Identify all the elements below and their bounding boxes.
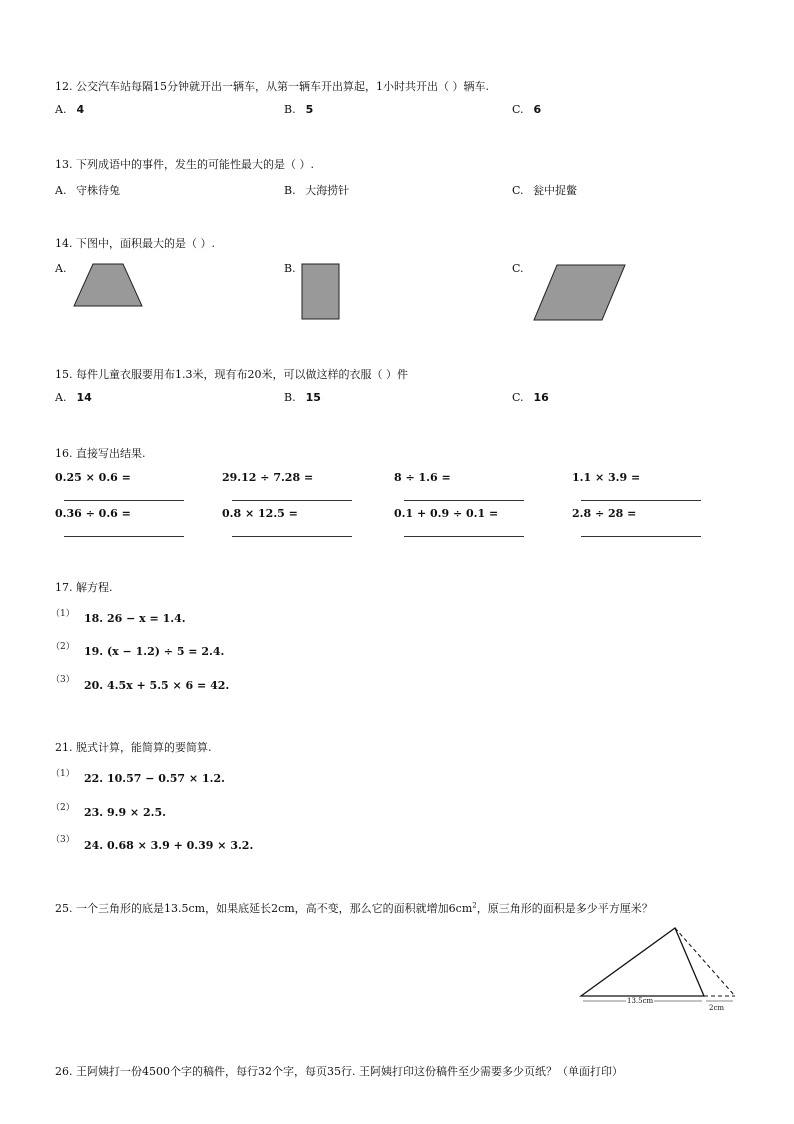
part-tag: （2） [51, 803, 75, 813]
q13-option-b[interactable]: B. 大海捞针 [284, 184, 350, 197]
q12-option-b[interactable]: B. 5 [284, 103, 314, 116]
q12-option-a[interactable]: A. 4 [55, 103, 85, 116]
q12-stem: 12. 公交汽车站每隔15分钟就开出一辆车，从第一辆车开出算起，1小时共开出（ ）辆车. [55, 80, 489, 93]
q14-option-c-label[interactable]: C. [512, 262, 524, 275]
calc-item: 0.25 × 0.6 = [55, 471, 131, 484]
triangle-original [581, 928, 704, 996]
q15-stem: 15. 每件儿童衣服要用布1.3米，现有布20米，可以做这样的衣服（ ）件 [55, 368, 408, 381]
part-tag: （1） [51, 609, 75, 619]
calc-item: 0.36 ÷ 0.6 = [55, 507, 131, 520]
expression: 22. 10.57 − 0.57 × 1.2. [84, 772, 225, 785]
calc-item: 0.8 × 12.5 = [222, 507, 298, 520]
part-tag: （3） [51, 675, 75, 685]
q26-stem: 26. 王阿姨打一份4500个字的稿件，每行32个字，每页35行. 王阿姨打印这份稿件至少需要多少页纸？（单面打印） [55, 1065, 623, 1078]
base-label: 13.5cm [627, 997, 654, 1005]
ext-label: 2cm [709, 1004, 725, 1012]
q13-option-a[interactable]: A. 守株待兔 [55, 184, 120, 197]
expression: 24. 0.68 × 3.9 + 0.39 × 3.2. [84, 839, 254, 852]
q25-stem: 25. 一个三角形的底是13.5cm，如果底延长2cm，高不变，那么它的面积就增加$6cm^2$，原三角形的面积是多少平方厘米？ [55, 901, 653, 915]
q13-stem: 13. 下列成语中的事件，发生的可能性最大的是（ ）. [55, 158, 314, 171]
part-tag: （2） [51, 642, 75, 652]
q14-stem: 14. 下图中，面积最大的是（ ）. [55, 237, 215, 250]
calc-item: 0.1 + 0.9 ÷ 0.1 = [394, 507, 499, 520]
q13-option-c[interactable]: C. 瓮中捉鳖 [512, 184, 578, 197]
part-tag: （1） [51, 769, 75, 779]
q14-option-a-label[interactable]: A. [55, 262, 67, 275]
equation: 20. 4.5x + 5.5 × 6 = 42. [84, 679, 230, 692]
part-tag: （3） [51, 835, 75, 845]
q21-stem: 21. 脱式计算，能简算的要简算. [55, 741, 212, 754]
q15-option-b[interactable]: B. 15 [284, 391, 321, 404]
calc-item: 2.8 ÷ 28 = [572, 507, 637, 520]
q15-option-a[interactable]: A. 14 [55, 391, 92, 404]
calc-item: 29.12 ÷ 7.28 = [222, 471, 314, 484]
q15-option-c[interactable]: C. 16 [512, 391, 549, 404]
calc-item: 8 ÷ 1.6 = [394, 471, 451, 484]
equation: 18. 26 − x = 1.4. [84, 612, 186, 625]
equation: 19. (x − 1.2) ÷ 5 = 2.4. [84, 645, 225, 658]
q14-option-b-label[interactable]: B. [284, 262, 296, 275]
q17-stem: 17. 解方程. [55, 581, 113, 594]
extended-side [675, 928, 735, 996]
q16-stem: 16. 直接写出结果. [55, 447, 146, 460]
calc-item: 1.1 × 3.9 = [572, 471, 641, 484]
expression: 23. 9.9 × 2.5. [84, 806, 166, 819]
q12-option-c[interactable]: C. 6 [512, 103, 542, 116]
